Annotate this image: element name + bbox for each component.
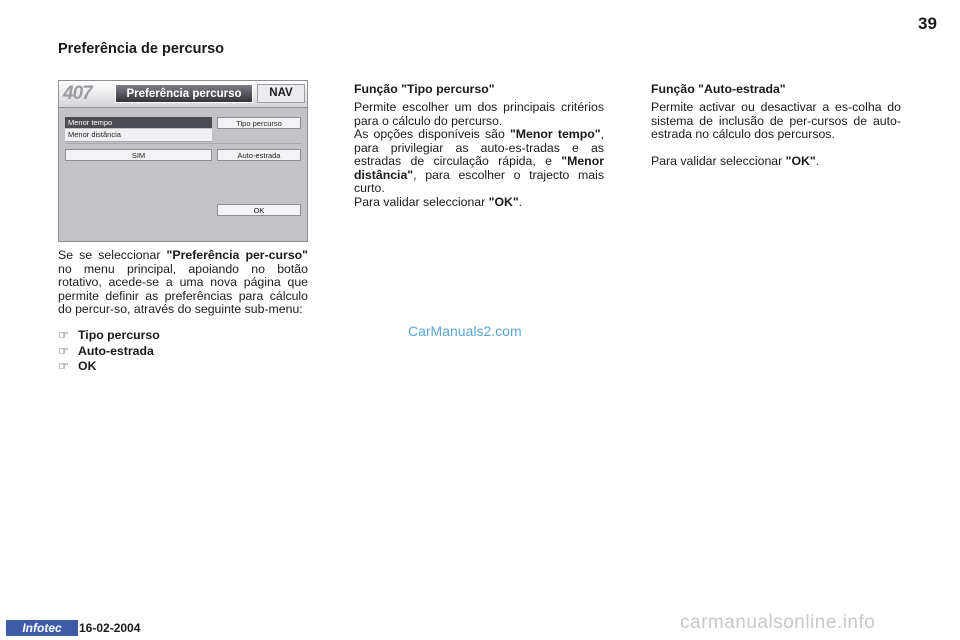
pointing-hand-icon: ☞	[58, 328, 70, 342]
intro-text-c: no menu principal, apoiando no botão rotativo, acede-se a uma nova página que permite definir as preferências para cálculo do percur-so, através do seguinte sub-menu:	[58, 261, 308, 317]
intro-paragraph	[58, 249, 308, 317]
screen-logo: 407	[63, 83, 92, 104]
auto-p2-a: Para validar seleccionar	[651, 154, 786, 168]
tipo-paragraph-3	[354, 196, 604, 210]
tipo-p2-a: As opções disponíveis são	[354, 127, 510, 141]
tipo-p3-a: Para validar seleccionar	[354, 195, 489, 209]
tipo-p2-c: , para privilegiar as auto-es-tradas e as estradas de circulação rápida, e	[354, 127, 604, 169]
screen-button-auto-estrada: Auto-estrada	[217, 149, 301, 161]
page-title: Preferência de percurso	[58, 41, 225, 57]
auto-paragraph-2	[651, 155, 901, 169]
section-heading-auto-estrada: Função "Auto-estrada"	[651, 82, 786, 96]
infotec-badge: Infotec	[6, 620, 78, 636]
pointing-hand-icon: ☞	[58, 359, 70, 373]
screen-button-sim: SIM	[65, 149, 212, 161]
screen-item-menor-distancia: Menor distância	[65, 129, 212, 142]
list-item	[58, 344, 218, 358]
list-item	[58, 328, 218, 342]
list-item	[58, 359, 218, 373]
screen-nav-tab: NAV	[257, 84, 305, 103]
screen-title-tab: Preferência percurso	[115, 84, 253, 103]
screen-capture	[58, 80, 308, 242]
list-item-label: Tipo percurso	[78, 328, 160, 342]
tipo-p2-e: , para escolher o trajecto mais curto.	[354, 167, 604, 196]
screen-button-ok: OK	[217, 204, 301, 216]
screen-header	[59, 81, 307, 108]
footer-date: 16-02-2004	[79, 621, 141, 635]
tipo-paragraph-1: Permite escolher um dos principais critérios para o cálculo do percurso.	[354, 100, 604, 128]
intro-text-a: Se se seleccionar	[58, 248, 167, 262]
screen-divider	[65, 143, 301, 144]
watermark: CarManuals2.com	[408, 323, 522, 339]
screen-item-menor-tempo: Menor tempo	[65, 117, 212, 128]
tipo-p2-d: "Menor distância"	[354, 154, 604, 182]
auto-p2-c: .	[815, 154, 820, 168]
page-number: 39	[918, 14, 937, 33]
auto-p2-b: "OK"	[785, 154, 816, 168]
list-item-label: Auto-estrada	[78, 344, 154, 358]
section-heading-tipo-percurso: Função "Tipo percurso"	[354, 82, 495, 96]
tipo-paragraph-2	[354, 128, 604, 196]
list-item-label: OK	[78, 359, 97, 373]
footer-site: carmanualsonline.info	[680, 612, 876, 633]
tipo-p2-b: "Menor tempo"	[509, 127, 601, 141]
tipo-p3-c: .	[518, 195, 523, 209]
tipo-p3-b: "OK"	[488, 195, 519, 209]
pointing-hand-icon: ☞	[58, 344, 70, 358]
auto-paragraph-1: Permite activar ou desactivar a es-colha do sistema de inclusão de per-cursos de auto-estrada no cálculo dos percursos.	[651, 100, 901, 142]
screen-button-tipo-percurso: Tipo percurso	[217, 117, 301, 129]
intro-text-b: "Preferência per-curso"	[166, 248, 308, 262]
